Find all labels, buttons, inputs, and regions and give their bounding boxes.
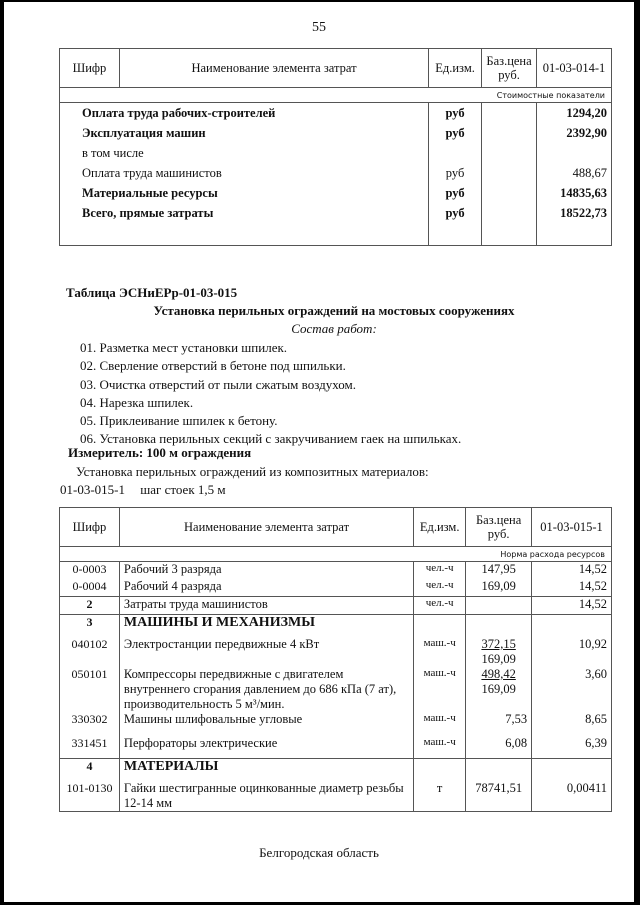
resource-table-01-03-015 [59,507,612,812]
table-row: 0-0004 Рабочий 4 разряда чел.-ч 169,09 14,52 [60,579,612,597]
composition-label: Состав работ: [291,321,377,336]
subheader-row [60,547,612,562]
header-code: Шифр [60,49,120,88]
cost-table-01-03-014 [59,48,612,246]
variant-desc: шаг стоек 1,5 м [140,482,226,497]
table-row-group-header: 4 МАТЕРИАЛЫ [60,759,612,782]
list-item: 04. Нарезка шпилек. [80,394,194,410]
table-title: Таблица ЭСНиЕРр-01-03-015 [66,285,238,300]
table-row: Оплата труда машинистов руб 488,67 [60,163,612,183]
header-base-price: Баз.цена руб. [482,49,537,88]
intro-text: Установка перильных ограждений из композитных материалов: [76,464,429,479]
table-header-row [60,508,612,547]
page-number: 55 [312,20,326,35]
list-item: 02. Сверление отверстий в бетоне под шпильки. [80,358,346,374]
work-steps-list [80,339,461,449]
subheader-row [60,88,612,103]
table-row: 0-0003 Рабочий 3 разряда чел.-ч 147,95 14,52 [60,562,612,580]
table-row-spacer [60,223,612,246]
table-row-group-header: 3 МАШИНЫ И МЕХАНИЗМЫ [60,615,612,638]
header-unit: Ед.изм. [414,508,466,547]
subheader: Норма расхода ресурсов [60,547,612,562]
variant-line [60,482,238,498]
header-base-price: Баз.цена руб. [466,508,532,547]
subheader: Стоимостные показатели [60,88,612,103]
table-row: 040102 Электростанции передвижные 4 кВт маш.-ч 372,15 169,09 10,92 [60,637,612,667]
header-norm: 01-03-015-1 [532,508,612,547]
table-row: 050101 Компрессоры передвижные с двигателем внутреннего сгорания давлением до 686 кПа (7 ат), производительность 5 м³/мин. маш.-ч 498,42 169,09 3,60 [60,667,612,712]
document-page [4,2,634,902]
table-row: 2 Затраты труда машинистов чел.-ч 14,52 [60,597,612,615]
header-name: Наименование элемента затрат [119,49,428,88]
table-row: Эксплуатация машин руб 2392,90 [60,123,612,143]
table-row: 331451 Перфораторы электрические маш.-ч 6,08 6,39 [60,736,612,759]
list-item: 01. Разметка мест установки шпилек. [80,340,288,355]
table-row: Оплата труда рабочих-строителей руб 1294,20 [60,103,612,124]
table-row: 330302 Машины шлифовальные угловые маш.-ч 7,53 8,65 [60,712,612,736]
measurer: Измеритель: 100 м ограждения [68,445,252,460]
header-name: Наименование элемента затрат [119,508,413,547]
table-row: в том числе [60,143,612,163]
table-row: Всего, прямые затраты руб 18522,73 [60,203,612,223]
list-item: 06. Установка перильных секций с закручиванием гаек на шпильках. [80,431,462,447]
list-item: 03. Очистка отверстий от пыли сжатым воздухом. [80,376,356,392]
section-subtitle: Установка перильных ограждений на мостовых сооружениях [153,303,515,318]
variant-code: 01-03-015-1 [60,482,125,497]
header-unit: Ед.изм. [429,49,482,88]
page-footer: Белгородская область [259,845,379,860]
table-row: 101-0130 Гайки шестигранные оцинкованные диаметр резьбы 12-14 мм т 78741,51 0,00411 [60,781,612,812]
table-row: Материальные ресурсы руб 14835,63 [60,183,612,203]
table-header-row [60,49,612,88]
header-norm: 01-03-014-1 [537,49,612,88]
header-code: Шифр [60,508,120,547]
list-item: 05. Приклеивание шпилек к бетону. [80,413,278,429]
